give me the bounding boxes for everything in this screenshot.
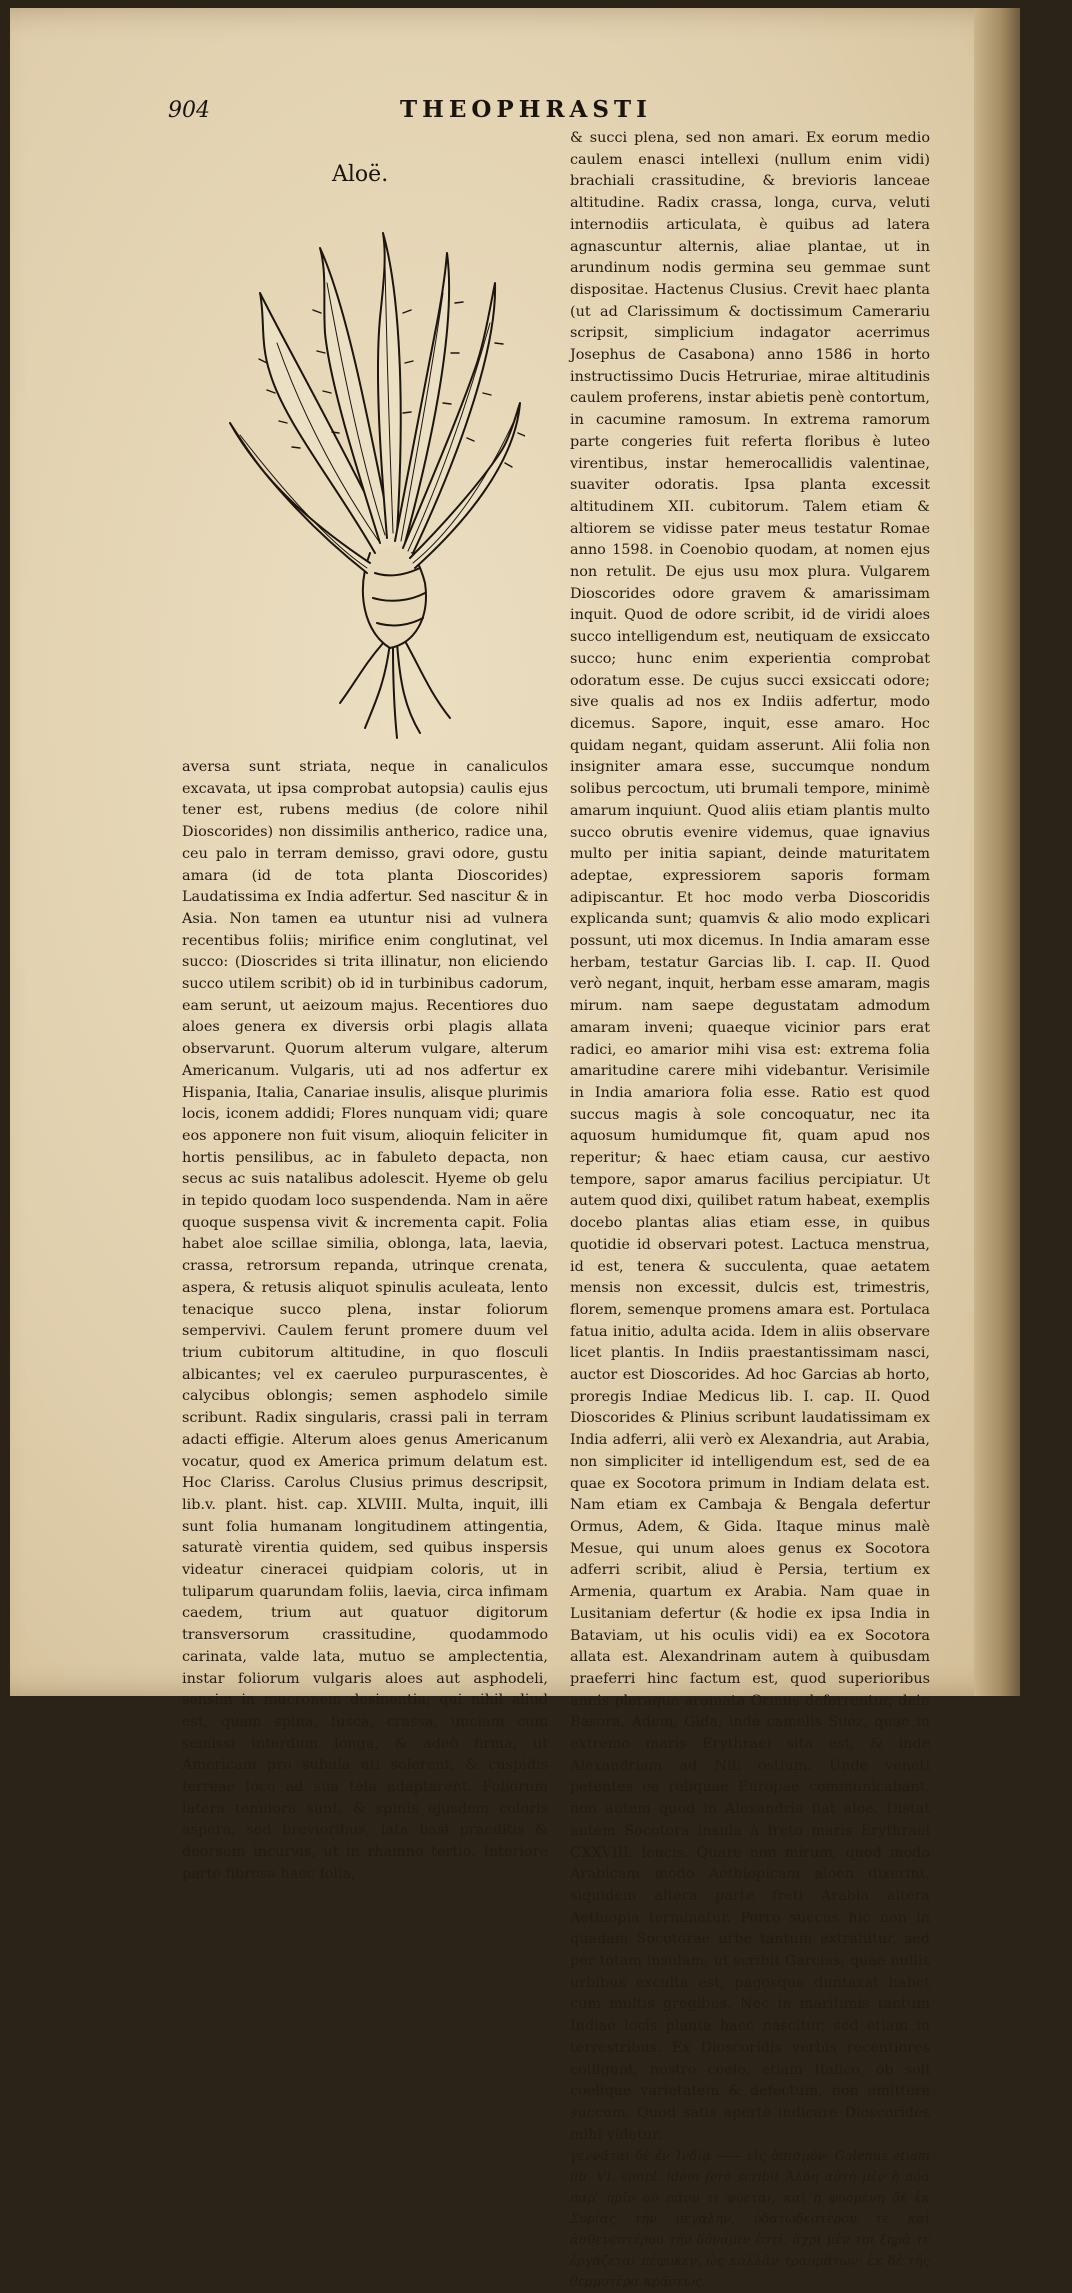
running-title: THEOPHRASTI [400, 96, 652, 123]
book-page [10, 8, 1020, 2291]
book-spine [974, 8, 1020, 1696]
figure-title: Aloë. [332, 162, 389, 187]
greek-quotation: γεννᾶται δὲ ἐν Ἰνδίᾳ —— εἰς ὀπισμόν· Galenus etiam lib. VI. simpl. idem ferè scribit Ἀλόη αὐτὴ μὲν ἡ πόα παρ' ἡμῖν οὐ πάνυ τι φύεται, καὶ ἡ φυομένη δὲ ἐκ Συρίας τὴν μεγάλην, ὑδατωδεστέρου τε καὶ ἀσθενεστέρου τὴν δύναμιν ἐστί. ἄχρι μὲν τοι ξηρὰ τε ἐργάζεται πέφυκεν, ὡς κολλᾶν τραυμάτων· ἐκ δὲ τῆς θερμοτέρα κρᾶσεως. [570, 2149, 930, 2291]
aloe-illustration [215, 223, 525, 743]
page-header [168, 96, 708, 130]
left-column-text [182, 757, 548, 1886]
right-column-paragraph: & succi plena, sed non amari. Ex eorum medio caulem enasci intellexi (nullum enim vidi) brachiali crassitudine, & brevioris lanceae altitudine. Radix crassa, longa, curva, veluti internodiis articulata, è quibus ad latera agnascuntur alternis, aliae plantae, ut in arundinum nodis germina seu gemmae sunt dispositae. Hactenus Clusius. Crevit haec planta (ut ad Clarissimum & doctissimum Camerariu scripsit, simplicium indagator acerrimus Josephus de Casabona) anno 1586 in horto instructissimo Ducis Hetruriae, mirae altitudinis caulem proferens, instar abietis penè contortum, in cacumine ramosum. In extrema ramorum parte congeries fuit referta floribus è luteo virentibus, instar hemerocallidis valentinae, suaviter odoratis. Ipsa planta excessit altitudinem XII. cubitorum. Talem etiam & altiorem se vidisse pater meus testatur Romae anno 1598. in Coenobio quodam, at nomen ejus non retulit. De ejus usu mox plura. Vulgarem Dioscorides odore gravem & amarissimam inquit. Quod de odore scribit, id de viridi aloes succo intelligendum est, neutiquam de exsiccato succo; hunc enim experientia comprobat odoratum esse. De cujus succi exsiccati odore; sive qualis ad nos ex Indiis adfertur, modo dicemus. Sapore, inquit, esse amaro. Hoc quidam negant, quidam asserunt. Alii folia non insigniter amara esse, succumque nondum solibus percoctum, uti brumali tempore, minimè amarum inquiunt. Quod aliis etiam plantis multo succo obrutis evenire videmus, quae ignavius multo per initia sapiant, deinde maturitatem adeptae, expressiorem saporis formam adipiscantur. Et hoc modo verba Dioscoridis explicanda sunt; quamvis & alio modo explicari possunt, uti mox dicemus. In India amaram esse herbam, testatur Garcias lib. I. cap. II. Quod verò negant, inquit, herbam esse amaram, magis mirum. nam saepe degustatam admodum amaram inveni; quaeque vicinior pars erat radici, eo amarior mihi visa est: extrema folia amaritudine carere mihi videbantur. Verisimile in India amariora folia esse. Ratio est quod succus magis à sole concoquatur, nec ita aquosum humidumque fit, quam apud nos reperitur; & haec etiam causa, cur aestivo tempore, sapor amarus facilius percipiatur. Ut autem quod dixi, quilibet ratum habeat, exemplis docebo plantas alias etiam esse, in quibus quotidie id observari potest. Lactuca menstrua, id est, tenera & succulenta, quae aetatem mensis non excessit, dulcis est, trimestris, florem, semenque promens amara est. Portulaca fatua initio, adulta acida. Idem in aliis observare licet plantis. In Indiis praestantissimam nasci, auctor est Dioscorides. Ad hoc Garcias ab horto, proregis Indiae Medicus lib. I. cap. II. Quod Dioscorides & Plinius scribunt laudatissimam ex India adferri, alii verò ex Alexandria, aut Arabia, non simpliciter id intelligendum est, sed de ea quae ex Socotora primum in Indiam delata est. Nam etiam ex Cambaja & Bengala defertur Ormus, Adem, & Gida. Itaque minus malè Mesue, qui unum aloes genus ex Socotora adferri scribit, aliud è Persia, tertium ex Armenia, quartum ex Arabia. Nam quae in Lusitaniam defertur (& hodie ex ipsa India in Bataviam, ut his oculis vidi) ea ex Socotora allata est. Alexandrinam autem à quibusdam praeferri hinc factum est, quod superioribus annis pleraque aromata Ormus deferrentur, dein Basora, Adem, Gida, inde camelis Suez, quae in extremo maris Erythraei sita est, & inde Alexandriam ad Nili ostium. Unde veneti petentes ea reliquae Europae communicabant, non autem quod in Alexandria fiat aloe. Distat autem Socotora insula à freto maris Erythraei CXXVIII. leucis. Quare non mirum, quod modo Arabicam modo Aethiopicam aloen dixerint, siquidem altera parte freti Arabia altera Aethiopia terminatur. Porro succus hic non in quadam Socotorae urbe tantum extrahitur, sed per totam insulam, ut scribit Garcias, quae nullis urbibus exculta est, pagosque duntaxat habet cum multis gregibus. Nec in maritimis tantum Indiae locis planta haec nascitur, sed etiam in terrestribus. Ex Dioscoridis verbis recentiores colligunt, nostro coelo, etiam Italico, ob soli coelique varietatem & defectum, non emittere succum. Quod satis apertè indicare Dioscorides mihi videtur. [570, 130, 930, 2143]
page-number: 904 [168, 98, 210, 123]
right-column-text [570, 128, 930, 2293]
left-column-paragraph: aversa sunt striata, neque in canaliculos excavata, ut ipsa comprobat autopsia) caulis ejus tener est, rubens medius (de colore nihil Dioscorides) non dissimilis anthericо, radice una, ceu palo in terram demisso, gravi odore, gustu amara (id de tota planta Dioscorides) Laudatissima ex India adfertur. Sed nascitur & in Asia. Non tamen ea utuntur nisi ad vulnera recentibus foliis; mirifice enim conglutinat, vel succo: (Dioscrides si trita illinatur, non eliciendo succo utilem scribit) ob id in turbinibus cadorum, eam serunt, ut aeizoum majus. Recentiores duo aloes genera ex diversis orbi plagis allata observarunt. Quorum alterum vulgare, alterum Americanum. Vulgaris, uti ad nos adfertur ex Hispania, Italia, Canariae insulis, alisque plurimis locis, iconem addidi; Flores nunquam vidi; quare eos apponere non fuit visum, alioquin feliciter in hortis pensilibus, ac in fabuleto depacta, non secus ac suis natalibus adolescit. Hyeme ob gelu in tepido quodam loco suspendenda. Nam in aëre quoque suspensa vivit & incrementa capit. Folia habet aloe scillae similia, oblonga, lata, laevia, crassa, retrorsum repanda, utrinque crenata, aspera, & retusis aliquot spinulis aculeata, lento tenacique succo plena, instar foliorum sempervivi. Caulem ferunt promere duum vel trium cubitorum altitudine, in quo flosculi albicantes; vel ex caeruleo purpurascentes, è calycibus oblongis; semen asphodelo simile scribunt. Radix singularis, crassi pali in terram adacti effigie. Alterum aloes genus Americanum vocatur, quod ex America primum delatum est. Hoc Clariss. Carolus Clusius primus descripsit, lib.v. plant. hist. cap. XLVIII. Multa, inquit, illi sunt folia humanam longitudinem attingentia, saturatè virentia quidem, sed quibus inspersis videatur cineracei quidpiam coloris, ut in tuliparum quarundam foliis, laevia, circa infimam caedem, trium aut quatuor digitorum transversorum crassitudine, quodammodo carinata, valde lata, mutuo se amplectentia, instar foliorum vulgaris aloes aut asphodeli, sensim in mucronem desinentia; qui nihil aliud est, quam spina, fusca, crassa, unciam cum semissi interdum longa, & adeò firma, ut Americani pro subula uti solerent, & cuspidis ferreae loco ad sua tela adaptarent. Foliorum latera tenuiora sunt, & spinis ejusdem coloris aspera, sed brevioribus, lata basi praeditis & deorsum incurvis, ut in rhamno tertio. Interiore parte fibrosa haec folia, [182, 759, 548, 1882]
